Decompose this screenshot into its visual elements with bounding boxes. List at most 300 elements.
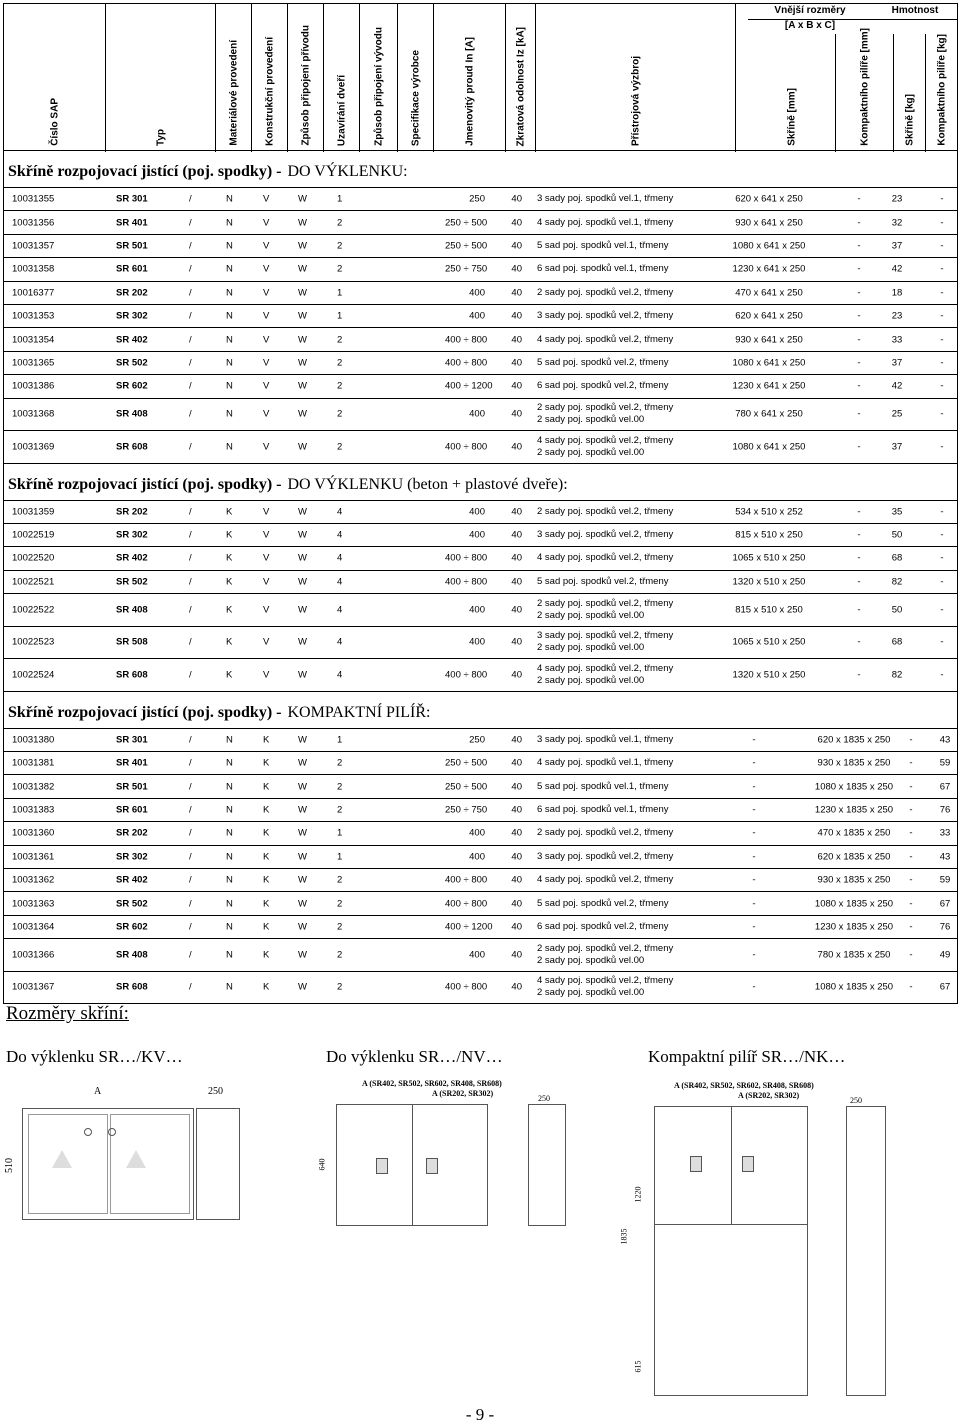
cell: 250 ÷ 500 <box>445 757 488 769</box>
cell: - <box>857 263 861 275</box>
cell: 40 <box>511 217 522 229</box>
cell: 40 <box>511 734 522 746</box>
cell: 40 <box>511 529 522 541</box>
cell: - <box>752 804 756 816</box>
document-sheet <box>3 3 958 1004</box>
cell: 68 <box>891 552 903 564</box>
table-row <box>4 430 957 463</box>
cell: - <box>940 441 944 453</box>
cell: SR 601 <box>116 263 148 275</box>
cell: 40 <box>511 827 522 839</box>
cell: 40 <box>511 804 522 816</box>
nk-dim-h3: 615 <box>633 1360 643 1373</box>
cell: SR 301 <box>116 193 148 205</box>
cell: 37 <box>891 357 903 369</box>
cell: 68 <box>891 636 903 648</box>
cell: 42 <box>891 380 903 392</box>
cell: 1 <box>337 734 343 746</box>
cell: - <box>909 757 913 769</box>
cell: V <box>263 240 270 252</box>
cell: W <box>298 217 307 229</box>
header-cell <box>894 34 926 152</box>
header-label: Specifikace výrobce <box>410 49 421 146</box>
cell: N <box>226 921 233 933</box>
table-row <box>4 593 957 626</box>
cell: 10031383 <box>12 804 55 816</box>
header-label: Materiálové provedení <box>228 40 239 146</box>
section-title-main: Skříně rozpojovací jistící (poj. spodky) - <box>8 703 282 721</box>
cell: 250 <box>469 193 485 205</box>
cell: 40 <box>511 757 522 769</box>
warning-icon <box>376 1158 388 1174</box>
table-row <box>4 938 957 971</box>
cell: 10022519 <box>12 529 55 541</box>
cell: 40 <box>511 193 522 205</box>
cell: 37 <box>891 240 903 252</box>
cell: W <box>298 193 307 205</box>
cell: - <box>752 898 756 909</box>
cell: 10031355 <box>12 193 55 205</box>
cell: / <box>189 604 192 616</box>
cell: K <box>263 898 270 909</box>
cell: N <box>226 380 233 392</box>
cell: - <box>940 334 944 346</box>
dims-nv-label: Do výklenku SR…/NV… <box>326 1047 503 1066</box>
cell: N <box>226 334 233 346</box>
cell: - <box>857 552 861 564</box>
cell: W <box>298 781 307 793</box>
table-row <box>4 658 957 691</box>
dims-title: Rozměry skříní: <box>6 1003 129 1024</box>
cell: 10031359 <box>12 506 55 518</box>
cell-line: 2 sady poj. spodků vel.00 <box>537 954 645 966</box>
cell: SR 601 <box>116 804 148 816</box>
warning-icon <box>52 1150 72 1168</box>
cell: / <box>189 757 192 769</box>
nv-side-view <box>528 1104 566 1226</box>
cell <box>537 943 673 967</box>
cell: / <box>189 734 192 746</box>
cell: 250 ÷ 500 <box>445 781 488 793</box>
cell: 4 <box>337 506 343 518</box>
cell: 400 ÷ 1200 <box>445 380 493 392</box>
warning-icon <box>126 1150 146 1168</box>
section-title-tail: DO VÝKLENKU: <box>287 163 408 180</box>
cell: 3 sady poj. spodků vel.2, třmeny <box>537 529 674 541</box>
header-cell <box>106 4 216 152</box>
cell: K <box>226 669 233 681</box>
cell-line: 4 sady poj. spodků vel.2, třmeny <box>537 975 674 987</box>
cell: N <box>226 827 233 839</box>
cell: 82 <box>891 576 903 588</box>
cell: 2 <box>337 380 343 392</box>
cell: 6 sad poj. spodků vel.2, třmeny <box>537 380 669 392</box>
cell: N <box>226 193 233 205</box>
header-cell <box>288 4 324 152</box>
cell: 400 <box>469 636 485 648</box>
cell: 40 <box>511 949 522 961</box>
cell-line: 3 sady poj. spodků vel.2, třmeny <box>537 630 674 642</box>
cell: - <box>909 781 913 793</box>
cell <box>537 975 673 999</box>
table-row <box>4 971 957 1004</box>
cell: 6 sad poj. spodků vel.1, třmeny <box>537 803 669 815</box>
cell-line: 2 sady poj. spodků vel.00 <box>537 987 645 999</box>
cell: SR 301 <box>116 734 148 746</box>
cell: 4 sady poj. spodků vel.1, třmeny <box>537 757 674 769</box>
cell-line: 2 sady poj. spodků vel.00 <box>537 446 645 458</box>
cell: - <box>752 949 756 961</box>
header-label: Způsob připojení přívodu <box>300 25 311 146</box>
cell: / <box>189 851 192 863</box>
cell: 59 <box>939 874 951 886</box>
cell: SR 608 <box>116 441 148 453</box>
cell: K <box>263 981 270 993</box>
cell: - <box>940 529 944 541</box>
cell: 40 <box>511 263 522 275</box>
table-row <box>4 546 957 569</box>
header-label: Konstrukční provedení <box>264 37 275 146</box>
cell: - <box>857 287 861 299</box>
cell: V <box>263 310 270 322</box>
cell: 400 ÷ 1200 <box>445 921 493 933</box>
header-cell <box>836 28 894 152</box>
cell: - <box>909 804 913 816</box>
cell: 3 sady poj. spodků vel.2, třmeny <box>537 850 674 862</box>
cell: / <box>189 781 192 793</box>
cell: 930 x 641 x 250 <box>735 334 803 346</box>
cell: 25 <box>891 408 903 420</box>
cell: / <box>189 334 192 346</box>
cell: 2 <box>337 441 343 453</box>
cell: 2 <box>337 408 343 420</box>
cell: SR 502 <box>116 357 148 369</box>
header-label: Způsob připojení vývodu <box>373 27 384 146</box>
group-dims-sub: [A x B x C] <box>784 20 836 31</box>
cell: 10022523 <box>12 636 55 648</box>
cell: K <box>263 874 270 886</box>
cell: SR 302 <box>116 310 148 322</box>
cell: 620 x 641 x 250 <box>735 193 803 205</box>
cell: - <box>752 874 756 886</box>
cell: 1230 x 641 x 250 <box>732 263 806 275</box>
cell: 10031360 <box>12 827 55 839</box>
cell: 10022524 <box>12 669 55 681</box>
cell: 400 ÷ 800 <box>445 357 488 369</box>
cell: 67 <box>939 898 951 909</box>
cell: 10031368 <box>12 408 55 420</box>
cell: N <box>226 263 233 275</box>
cell: 23 <box>891 193 903 205</box>
cell: 780 x 1835 x 250 <box>817 949 891 961</box>
cell: - <box>909 734 913 746</box>
cell: SR 402 <box>116 334 148 346</box>
cell: N <box>226 240 233 252</box>
cell: K <box>263 921 270 933</box>
cell: 1080 x 641 x 250 <box>732 240 806 252</box>
cell: V <box>263 604 270 616</box>
cell: 10022520 <box>12 552 55 564</box>
cell: 1320 x 510 x 250 <box>732 576 806 588</box>
cell: - <box>857 310 861 322</box>
cell: / <box>189 357 192 369</box>
cell <box>537 435 673 459</box>
cell: / <box>189 949 192 961</box>
cell: / <box>189 898 192 909</box>
cell: 10031353 <box>12 310 55 322</box>
cell: 40 <box>511 310 522 322</box>
cell: W <box>298 949 307 961</box>
cell-line: 2 sady poj. spodků vel.00 <box>537 642 645 654</box>
header-cell <box>506 4 536 152</box>
cell: - <box>857 636 861 648</box>
cell: - <box>857 217 861 229</box>
cell: W <box>298 380 307 392</box>
cell: 67 <box>939 781 951 793</box>
cell: 67 <box>939 981 951 993</box>
cell: 10031380 <box>12 734 55 746</box>
table-row <box>4 570 957 593</box>
cell: 3 sady poj. spodků vel.1, třmeny <box>537 733 674 745</box>
cell: K <box>263 949 270 961</box>
header-label: Skříně [mm] <box>786 88 797 146</box>
cell: SR 402 <box>116 874 148 886</box>
cell: 10031362 <box>12 874 55 886</box>
cell: 10031357 <box>12 240 55 252</box>
cell: - <box>909 949 913 961</box>
cell: 40 <box>511 781 522 793</box>
cell: V <box>263 193 270 205</box>
cell: / <box>189 669 192 681</box>
cell-line: 2 sady poj. spodků vel.00 <box>537 609 645 621</box>
cell: 40 <box>511 357 522 369</box>
cell: 33 <box>939 827 951 839</box>
cell: W <box>298 921 307 933</box>
cell: 4 <box>337 576 343 588</box>
cell: 40 <box>511 576 522 588</box>
cell: - <box>940 552 944 564</box>
cell: W <box>298 506 307 518</box>
cell: 1 <box>337 851 343 863</box>
cell: V <box>263 380 270 392</box>
cell: W <box>298 827 307 839</box>
cell: SR 508 <box>116 636 148 648</box>
cell: W <box>298 981 307 993</box>
cell: / <box>189 217 192 229</box>
section-title <box>4 151 957 187</box>
cell: K <box>263 851 270 863</box>
cell: 2 sady poj. spodků vel.2, třmeny <box>537 505 674 517</box>
header-cell <box>360 4 398 152</box>
cell: 10031365 <box>12 357 55 369</box>
cell: W <box>298 669 307 681</box>
cell: V <box>263 357 270 369</box>
table-row <box>4 915 957 938</box>
cell: 10031386 <box>12 380 55 392</box>
table-row <box>4 210 957 233</box>
header-label: Jmenovitý proud In [A] <box>464 37 475 146</box>
cell: K <box>263 827 270 839</box>
section-title-main: Skříně rozpojovací jistící (poj. spodky) - <box>8 475 282 493</box>
cell: / <box>189 441 192 453</box>
nk-dim-w: 250 <box>850 1096 862 1105</box>
cell: 470 x 641 x 250 <box>735 287 803 299</box>
cell: N <box>226 287 233 299</box>
cell: - <box>940 193 944 205</box>
cell: 2 <box>337 874 343 886</box>
cell: 4 sady poj. spodků vel.1, třmeny <box>537 216 674 228</box>
cell: 2 <box>337 240 343 252</box>
cell-line: 4 sady poj. spodků vel.2, třmeny <box>537 662 674 674</box>
cell: 40 <box>511 874 522 886</box>
cell: - <box>752 781 756 793</box>
cell: - <box>857 529 861 541</box>
cell: 400 <box>469 827 485 839</box>
cell: 2 <box>337 781 343 793</box>
cell: / <box>189 552 192 564</box>
cell: 1 <box>337 827 343 839</box>
cell: 2 <box>337 804 343 816</box>
cell: - <box>752 827 756 839</box>
cell: - <box>940 604 944 616</box>
kv-dim-a: A <box>94 1086 102 1097</box>
cell: / <box>189 576 192 588</box>
cell: 18 <box>891 287 903 299</box>
cell: / <box>189 827 192 839</box>
cell: 10031369 <box>12 441 55 453</box>
cell: 4 sady poj. spodků vel.2, třmeny <box>537 333 674 345</box>
cell: / <box>189 408 192 420</box>
table-row <box>4 374 957 397</box>
header-cell <box>324 4 360 152</box>
cell: - <box>940 380 944 392</box>
cell: 6 sad poj. spodků vel.1, třmeny <box>537 263 669 275</box>
cell: 42 <box>891 263 903 275</box>
cell: SR 202 <box>116 287 148 299</box>
cell: 2 <box>337 898 343 909</box>
table-row <box>4 728 957 751</box>
cell: 400 ÷ 800 <box>445 898 488 909</box>
cell: N <box>226 949 233 961</box>
section-2 <box>3 464 958 692</box>
cell: SR 501 <box>116 240 148 252</box>
cell: V <box>263 441 270 453</box>
cell: V <box>263 552 270 564</box>
cell: V <box>263 529 270 541</box>
cell: 1065 x 510 x 250 <box>732 636 806 648</box>
cell: 76 <box>939 804 951 816</box>
cell: 10016377 <box>12 287 55 299</box>
table-row <box>4 751 957 774</box>
cell: 32 <box>891 217 903 229</box>
cell: 40 <box>511 981 522 993</box>
section-title <box>4 692 957 728</box>
cell: 10022522 <box>12 604 55 616</box>
header-cell <box>434 4 506 152</box>
cell: 40 <box>511 851 522 863</box>
cell: K <box>263 804 270 816</box>
cell: 250 <box>469 734 485 746</box>
table-row <box>4 327 957 350</box>
cell: - <box>857 357 861 369</box>
cell: W <box>298 552 307 564</box>
section-title-tail: KOMPAKTNÍ PILÍŘ: <box>287 703 431 721</box>
cell: 1080 x 1835 x 250 <box>814 981 894 993</box>
cell: - <box>940 408 944 420</box>
cell: 40 <box>511 240 522 252</box>
cell: W <box>298 734 307 746</box>
cell: SR 408 <box>116 408 148 420</box>
cell: 400 <box>469 529 485 541</box>
cell: 76 <box>939 921 951 933</box>
cell: 620 x 1835 x 250 <box>817 734 891 746</box>
dims-nk-label: Kompaktní pilíř SR…/NK… <box>648 1047 846 1066</box>
cell: 400 <box>469 506 485 518</box>
cell <box>537 598 673 622</box>
cell: W <box>298 804 307 816</box>
cell: 1065 x 510 x 250 <box>732 552 806 564</box>
cell: 43 <box>939 851 951 863</box>
cell: 400 ÷ 800 <box>445 441 488 453</box>
cell: 5 sad poj. spodků vel.1, třmeny <box>537 239 669 251</box>
cell: - <box>940 636 944 648</box>
cell: SR 202 <box>116 506 148 518</box>
table-row <box>4 774 957 797</box>
cell: 2 <box>337 757 343 769</box>
table-header <box>3 3 958 151</box>
cell: - <box>940 506 944 518</box>
cell: SR 502 <box>116 576 148 588</box>
cell: W <box>298 408 307 420</box>
cell: 815 x 510 x 250 <box>735 604 803 616</box>
cell: 1230 x 641 x 250 <box>732 380 806 392</box>
cell: K <box>263 734 270 746</box>
cell: - <box>909 921 913 933</box>
cell: - <box>940 357 944 369</box>
nv-dim-w: 250 <box>538 1094 550 1103</box>
table-row <box>4 351 957 374</box>
cell: 534 x 510 x 252 <box>735 506 803 518</box>
cell: K <box>263 757 270 769</box>
header-cell <box>216 4 252 152</box>
cell: K <box>226 529 233 541</box>
cell: 5 sad poj. spodků vel.1, třmeny <box>537 780 669 792</box>
cell: 1 <box>337 287 343 299</box>
cell: SR 401 <box>116 757 148 769</box>
cell-line: 4 sady poj. spodků vel.2, třmeny <box>537 434 674 446</box>
nv-dim-a2: A (SR202, SR302) <box>432 1089 494 1098</box>
cell: 1080 x 641 x 250 <box>732 357 806 369</box>
cell: 50 <box>891 529 903 541</box>
header-cell <box>252 4 288 152</box>
cell: - <box>940 240 944 252</box>
cell: - <box>940 263 944 275</box>
cell: - <box>752 757 756 769</box>
cell: 4 <box>337 669 343 681</box>
cell: W <box>298 851 307 863</box>
cell <box>537 630 673 654</box>
cell: - <box>752 851 756 863</box>
cell: 6 sad poj. spodků vel.2, třmeny <box>537 920 669 932</box>
cell: 1230 x 1835 x 250 <box>814 921 894 933</box>
cell: - <box>857 334 861 346</box>
cell: N <box>226 981 233 993</box>
nk-side-view <box>846 1106 886 1396</box>
cell: N <box>226 804 233 816</box>
cell: / <box>189 380 192 392</box>
cell: 10031363 <box>12 898 55 909</box>
cell: K <box>226 506 233 518</box>
